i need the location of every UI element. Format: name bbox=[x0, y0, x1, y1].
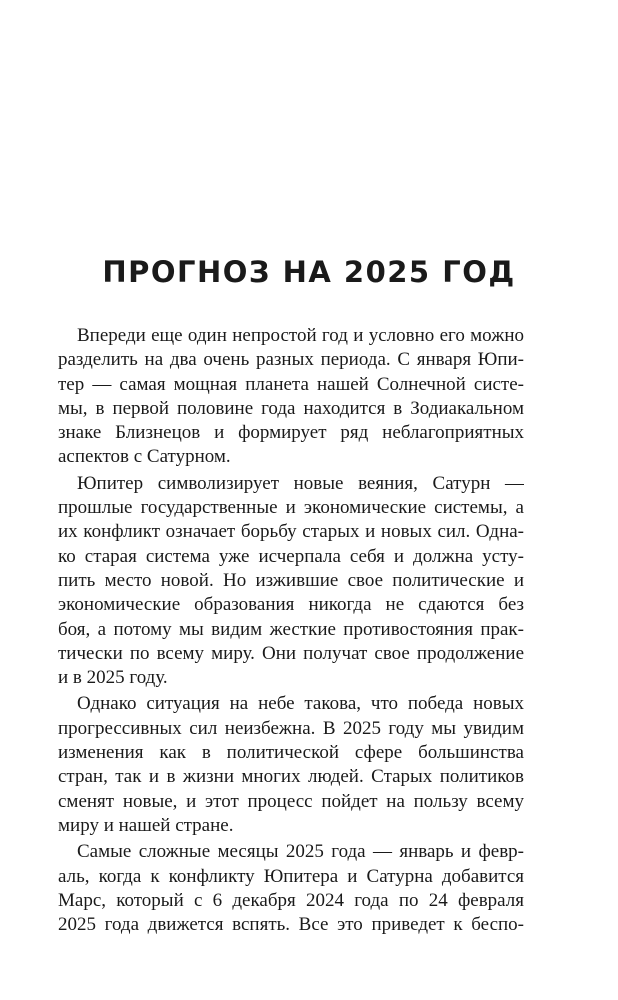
text-line: ко старая система уже исчерпала себя и должна усту- bbox=[58, 545, 524, 567]
text-line: тер — самая мощная планета нашей Солнечной систе- bbox=[58, 373, 524, 395]
text-line: Юпитер символизирует новые веяния, Сатурн — bbox=[77, 472, 524, 494]
text-line: Однако ситуация на небе такова, что победа новых bbox=[77, 693, 524, 715]
paragraph-3 bbox=[58, 692, 524, 838]
text-line: знаке Близнецов и формирует ряд неблагоприятных bbox=[58, 422, 524, 444]
text-line: мы, в первой половине года находится в Зодиакальном bbox=[58, 397, 524, 419]
body-text bbox=[58, 324, 524, 937]
text-line: Впереди еще один непростой год и условно его можно bbox=[77, 325, 524, 346]
text-line: пить место новой. Но изжившие свое политические и bbox=[58, 569, 524, 591]
text-line: аспектов с Сатурном. bbox=[58, 446, 231, 468]
text-line: 2025 года движется вспять. Все это приведет к беспо- bbox=[58, 914, 524, 936]
text-line: прогрессивных сил неизбежна. В 2025 году мы увидим bbox=[58, 717, 524, 739]
text-line: разделить на два очень разных периода. С января Юпи- bbox=[58, 349, 524, 371]
text-line: боя, а потому мы видим жесткие противостояния прак- bbox=[58, 618, 524, 640]
text-line: аль, когда к конфликту Юпитера и Сатурна добавится bbox=[58, 865, 524, 887]
text-line: изменения как в политической сфере большинства bbox=[58, 742, 524, 764]
text-line: и в 2025 году. bbox=[58, 667, 168, 689]
text-line: миру и нашей стране. bbox=[58, 814, 234, 836]
paragraph-4 bbox=[58, 840, 524, 937]
text-line: сменят новые, и этот процесс пойдет на пользу всему bbox=[58, 790, 524, 812]
text-line: Самые сложные месяцы 2025 года — январь и февр- bbox=[77, 841, 524, 863]
text-line: стран, так и в жизни многих людей. Старых политиков bbox=[58, 766, 524, 788]
text-line: их конфликт означает борьбу старых и новых сил. Однa- bbox=[58, 521, 524, 543]
text-line: экономические образования никогда не сдаются без bbox=[58, 594, 524, 616]
chapter-heading: ПРОГНОЗ НА 2025 ГОД bbox=[102, 255, 516, 289]
paragraph-2 bbox=[58, 472, 524, 691]
text-line: Марс, который с 6 декабря 2024 года по 24 февраля bbox=[58, 889, 524, 911]
text-line: прошлые государственные и экономические системы, а bbox=[58, 497, 524, 519]
paragraph-1 bbox=[58, 324, 524, 470]
text-line: тически по всему миру. Они получат свое продолжение bbox=[58, 642, 524, 664]
